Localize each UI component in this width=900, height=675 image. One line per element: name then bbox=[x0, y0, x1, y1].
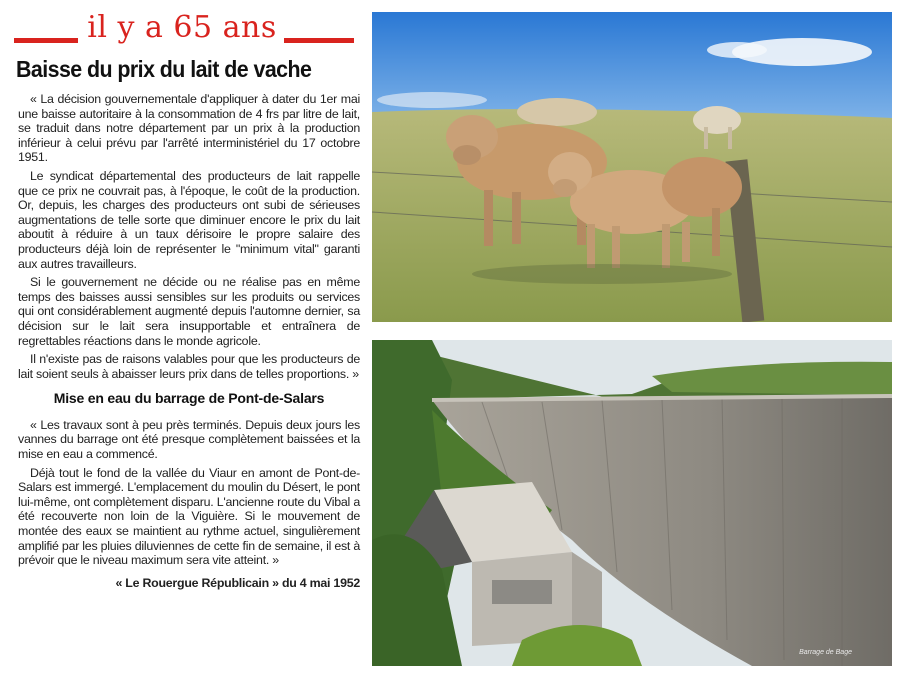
article-paragraph: Déjà tout le fond de la vallée du Viaur en amont de Pont-de-Salars est immergé. L'emplacement du moulin du Désert, le pont lui-même, ont complètement disparu. L'ancienne route du Vibal a été recouverte non loin de la Viguière. Si le mouvement de montée des eaux se maintient au rythme actuel, singulièrement amplifié par les pluies diluviennes de cette fin de semaine, il est à prévoir que le niveau maximum sera vite atteint. » bbox=[18, 465, 360, 568]
cows-photo bbox=[372, 12, 892, 322]
banner-rule-right bbox=[284, 38, 354, 43]
article-source: « Le Rouergue Républicain » du 4 mai 1952 bbox=[115, 575, 360, 590]
banner-title: il y a 65 ans bbox=[87, 10, 277, 45]
article-paragraph: « La décision gouvernementale d'appliquer à dater du 1er mai une baisse autoritaire à la consommation de 4 frs par litre de lait, se traduit dans notre département par un prix à la production inférieur à celui prévu par l'arrêté interministériel du 17 octobre 1951. bbox=[18, 92, 360, 165]
banner bbox=[10, 8, 360, 48]
newspaper-clipping bbox=[10, 8, 360, 668]
dam-photo-image bbox=[372, 340, 892, 666]
article-subhead: Mise en eau du barrage de Pont-de-Salars bbox=[53, 390, 325, 407]
article-paragraph: « Les travaux sont à peu près terminés. Depuis deux jours les vannes du barrage ont été presque complètement baissées et la mise en eau a commencé. bbox=[18, 417, 360, 462]
banner-rule-left bbox=[14, 38, 78, 43]
article-body bbox=[18, 92, 360, 590]
article-paragraph: Si le gouvernement ne décide ou ne réalise pas en même temps des baisses aussi sensibles sur les produits ou services qui ont considérablement augmenté depuis l'automne dernier, sa décision sur le lait sera insupportable et entraînera de regrettables réactions dans le monde agricole. bbox=[18, 275, 360, 348]
article-paragraph: Le syndicat départemental des producteurs de lait rappelle que ce prix ne couvrait pas, à l'époque, le coût de la production. Or, depuis, les charges des producteurs ont subi de sérieuses augmentations de telle sorte que diminuer encore le prix du lait aboutit à réduire à un taux dérisoire le propre salaire des producteurs déjà loin de représenter le "minimum vital" garanti aux autres travailleurs. bbox=[18, 168, 360, 271]
article-paragraph: Il n'existe pas de raisons valables pour que les producteurs de lait soient seuls à abaisser leurs prix dans de telles proportions. » bbox=[18, 352, 360, 381]
cows-photo-image bbox=[372, 12, 892, 322]
dam-photo-caption: Barrage de Bage bbox=[799, 649, 852, 656]
article-headline: Baisse du prix du lait de vache bbox=[16, 56, 312, 82]
dam-photo bbox=[372, 340, 892, 666]
